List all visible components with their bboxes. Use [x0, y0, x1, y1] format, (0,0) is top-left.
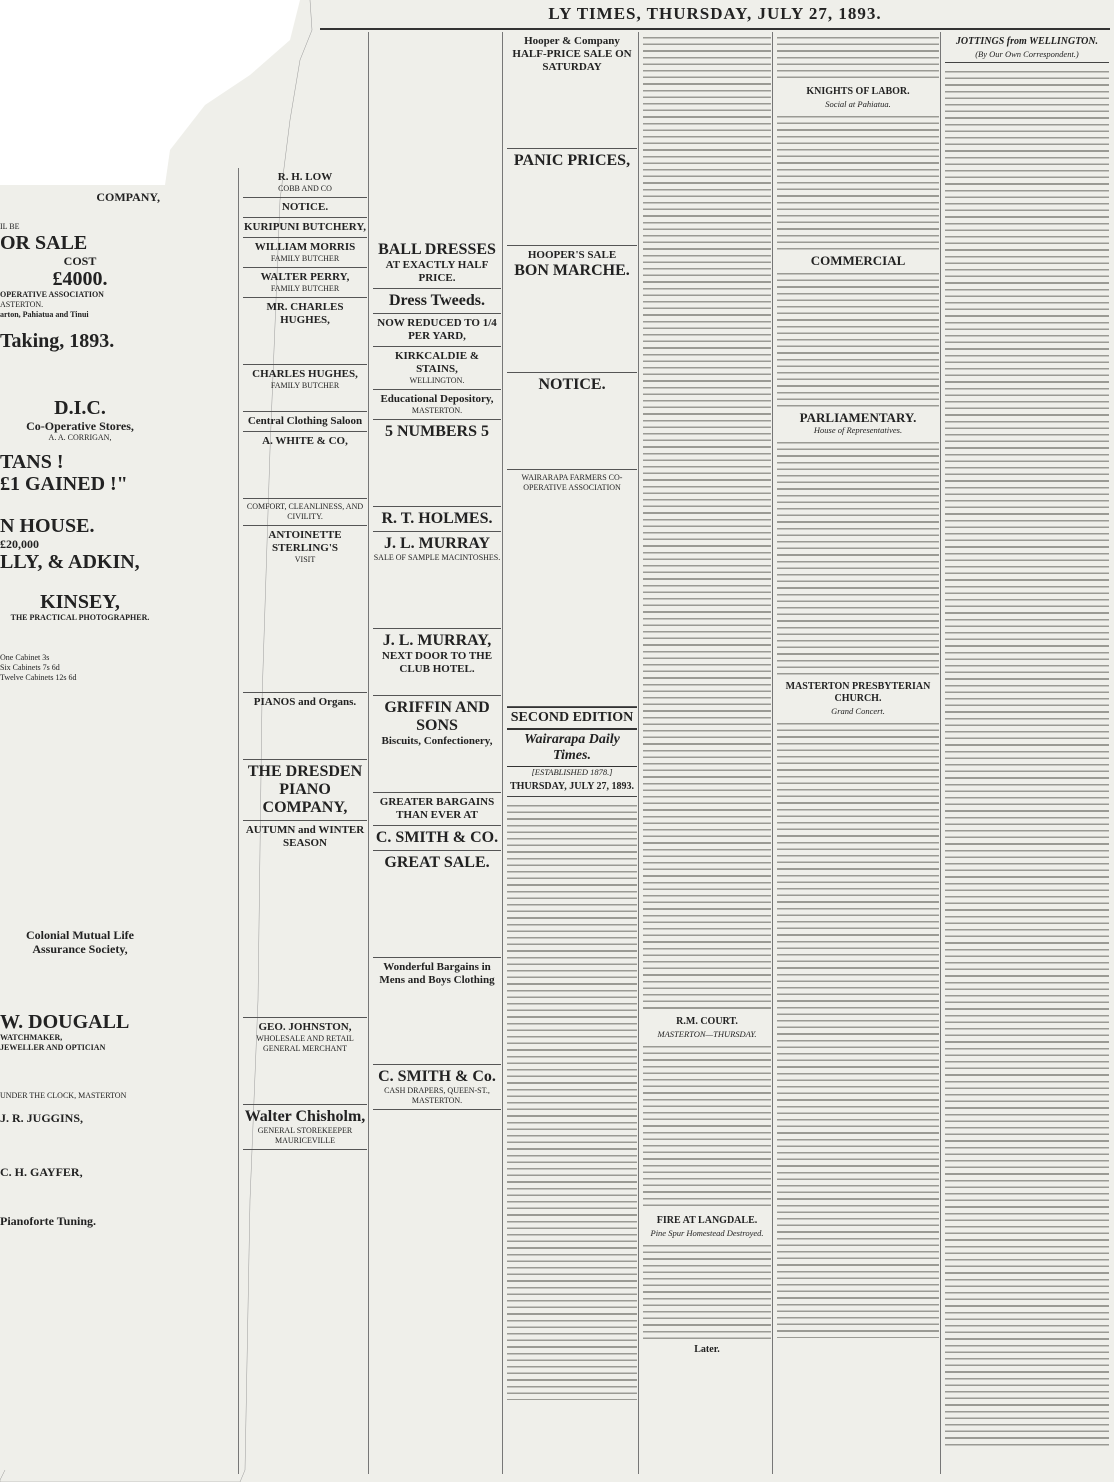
section-heading: Later.	[694, 1344, 720, 1355]
ad-block: BALL DRESSES AT EXACTLY HALF PRICE.	[373, 32, 501, 289]
left-line: A. A. CORRIGAN,	[48, 433, 112, 442]
left-line: LLY, & ADKIN,	[0, 551, 140, 573]
section-heading: JOTTINGS from WELLINGTON.	[955, 36, 1099, 47]
ad-block: GREAT SALE.	[373, 851, 501, 958]
ad-block: C. SMITH & Co. CASH DRAPERS, QUEEN-ST., MASTERTON.	[373, 1065, 501, 1110]
ad-block: Educational Depository, MASTERTON.	[373, 390, 501, 420]
left-line: JEWELLER AND OPTICIAN	[0, 1043, 106, 1052]
ad-block: GRIFFIN AND SONS Biscuits, Confectionery,	[373, 696, 501, 793]
ad-block: C. SMITH & CO.	[373, 826, 501, 851]
dateline: THURSDAY, JULY 27, 1893.	[509, 781, 635, 792]
column-news-1	[502, 32, 641, 1474]
left-line: arton, Pahiatua and Tinui	[0, 310, 89, 319]
ad-block: COMFORT, CLEANLINESS, AND CIVILITY.	[243, 499, 367, 526]
section-subheading: Social at Pahiatua.	[825, 99, 891, 109]
ad-block: WILLIAM MORRIS FAMILY BUTCHER	[243, 238, 367, 268]
section-subheading: House of Representatives.	[813, 425, 903, 435]
column-ads-1	[238, 168, 371, 1474]
left-line: IL BE	[0, 222, 20, 231]
left-line: Colonial Mutual Life Assurance Society,	[25, 928, 134, 956]
ad-block: Hooper & Company HALF-PRICE SALE ON SATURDAY	[507, 32, 637, 149]
ad-block: AUTUMN and WINTER SEASON	[243, 821, 367, 1018]
established-line: [ESTABLISHED 1878.]	[531, 767, 613, 777]
ad-block: WAIRARAPA FARMERS CO-OPERATIVE ASSOCIATION	[507, 470, 637, 707]
left-line: UNDER THE CLOCK, MASTERTON	[0, 1091, 127, 1100]
left-line: £20,000	[0, 537, 39, 551]
ad-block: Walter Chisholm, GENERAL STOREKEEPER MAURICEVILLE	[243, 1105, 367, 1150]
left-line: TANS !	[0, 451, 64, 473]
section-subheading: Grand Concert.	[831, 706, 885, 716]
section-subheading: MASTERTON—THURSDAY.	[657, 1029, 757, 1039]
left-line: Twelve Cabinets 12s 6d	[0, 673, 77, 682]
left-line: W. DOUGALL	[0, 1011, 130, 1033]
section-heading: COMMERCIAL	[810, 253, 906, 268]
section-heading: PARLIAMENTARY.	[799, 410, 917, 425]
left-line: COMPANY,	[96, 190, 160, 204]
ad-block: PANIC PRICES,	[507, 149, 637, 246]
ad-block: KURIPUNI BUTCHERY,	[243, 218, 367, 238]
ad-block: CHARLES HUGHES, FAMILY BUTCHER	[243, 365, 367, 412]
ad-block: GREATER BARGAINS THAN EVER AT	[373, 793, 501, 826]
left-line: One Cabinet 3s	[0, 653, 50, 662]
left-line: D.I.C.	[54, 397, 106, 419]
ad-block: J. L. MURRAY, NEXT DOOR TO THE CLUB HOTEL.	[373, 629, 501, 696]
left-line: COST	[63, 254, 97, 268]
left-line: J. R. JUGGINS,	[0, 1111, 84, 1125]
left-line: THE PRACTICAL PHOTOGRAPHER.	[10, 613, 150, 622]
ad-block: NOTICE.	[507, 373, 637, 470]
left-fragment-ads	[0, 190, 160, 1228]
ad-block: R. T. HOLMES.	[373, 507, 501, 532]
page-masthead: LY TIMES, THURSDAY, JULY 27, 1893.	[320, 0, 1110, 30]
ad-block: NOTICE.	[243, 198, 367, 218]
ad-block: MR. CHARLES HUGHES,	[243, 298, 367, 365]
ad-block: R. H. LOW COBB AND CO	[243, 168, 367, 198]
section-heading: KNIGHTS OF LABOR.	[806, 86, 910, 97]
left-line: Pianoforte Tuning.	[0, 1214, 97, 1228]
ad-block: Central Clothing Saloon	[243, 412, 367, 432]
ad-block: ANTOINETTE STERLING'S VISIT	[243, 526, 367, 693]
ad-block: 5 NUMBERS 5	[373, 420, 501, 507]
ad-block: GEO. JOHNSTON, WHOLESALE AND RETAIL GENERAL MERCHANT	[243, 1018, 367, 1105]
paper-title: Wairarapa Daily Times.	[507, 729, 637, 767]
ad-block: HOOPER'S SALE BON MARCHE.	[507, 246, 637, 373]
ad-block: WALTER PERRY, FAMILY BUTCHER	[243, 268, 367, 298]
ad-block: Dress Tweeds.	[373, 289, 501, 314]
ad-block: NOW REDUCED TO 1/4 PER YARD,	[373, 314, 501, 347]
left-line: KINSEY,	[40, 591, 120, 613]
left-line: N HOUSE.	[0, 515, 95, 537]
left-line: Six Cabinets 7s 6d	[0, 663, 60, 672]
left-line: £1 GAINED !"	[0, 473, 128, 495]
section-heading: R.M. COURT.	[676, 1016, 738, 1027]
left-line: £4000.	[52, 268, 108, 290]
ad-block: PIANOS and Organs.	[243, 693, 367, 760]
section-subheading: Pine Spur Homestead Destroyed.	[650, 1228, 764, 1238]
left-line: ASTERTON.	[0, 300, 44, 309]
section-heading: FIRE AT LANGDALE.	[656, 1215, 758, 1226]
ad-block: THE DRESDEN PIANO COMPANY,	[243, 760, 367, 821]
left-line: C. H. GAYFER,	[0, 1165, 83, 1179]
left-line: OR SALE	[0, 232, 88, 254]
ad-block: Wonderful Bargains in Mens and Boys Clothing	[373, 958, 501, 1065]
column-news-2	[638, 32, 775, 1474]
column-ads-2	[368, 32, 505, 1474]
ad-block: J. L. MURRAY SALE OF SAMPLE MACINTOSHES.	[373, 532, 501, 629]
left-line: Co-Operative Stores,	[26, 419, 134, 433]
left-line: Taking, 1893.	[0, 330, 115, 352]
section-subheading: (By Our Own Correspondent.)	[975, 49, 1079, 59]
ad-block: KIRKCALDIE & STAINS, WELLINGTON.	[373, 347, 501, 390]
second-edition-heading: SECOND EDITION	[507, 707, 637, 729]
section-heading: MASTERTON PRESBYTERIAN CHURCH.	[785, 681, 931, 704]
left-line: WATCHMAKER,	[0, 1033, 63, 1042]
left-line: OPERATIVE ASSOCIATION	[0, 290, 104, 299]
ad-block: A. WHITE & CO,	[243, 432, 367, 499]
column-news-3	[772, 32, 943, 1474]
column-news-4	[940, 32, 1113, 1474]
